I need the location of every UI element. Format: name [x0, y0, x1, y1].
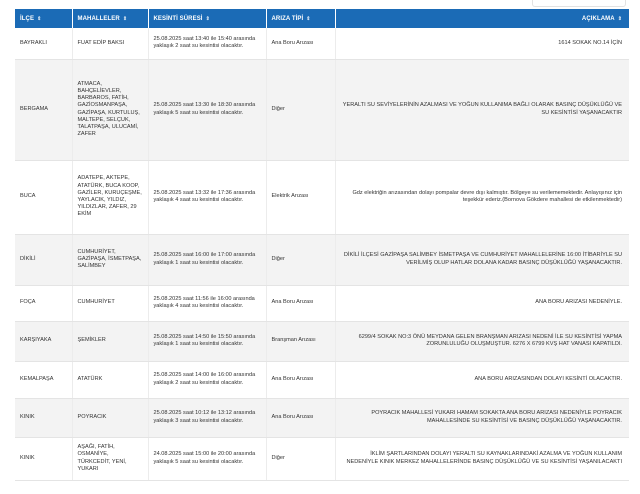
cell-ariza-tipi: Ana Boru Arızası	[266, 28, 335, 59]
column-header-label: İLÇE	[20, 15, 35, 22]
cell-mahalleler: FUAT EDİP BAKSI	[72, 28, 148, 59]
column-header-label: MAHALLELER	[77, 15, 120, 22]
top-bar	[0, 0, 640, 9]
cell-ilce: DİKİLİ	[15, 234, 72, 285]
cell-ilce: KEMALPAŞA	[15, 361, 72, 398]
cell-ilce: KINIK	[15, 398, 72, 437]
cell-aciklama: Gdz elektriğin arızasından dolayı pompalar devre dışı kalmıştır. Bölgeye su verilememektedir. Anlayışınız için teşekkür ederiz.(Bornova Gökdere mahallesi de etkilenmektedir)	[335, 160, 629, 234]
cell-mahalleler: ADATEPE, AKTEPE, ATATÜRK, BUCA KOOP, GAZİLER, KURUÇEŞME, YAYLACIK, YILDIZ, YILDIZLAR, ZAFER, 29 EKİM	[72, 160, 148, 234]
cell-ariza-tipi: Diğer	[266, 437, 335, 480]
outage-table	[15, 9, 629, 481]
table-row	[15, 361, 629, 398]
table-row	[15, 321, 629, 361]
cell-mahalleler: ŞEMİKLER	[72, 321, 148, 361]
cell-ilce: FOÇA	[15, 285, 72, 321]
cell-kesinti-suresi: 25.08.2025 saat 13:30 ile 18:30 arasında yaklaşık 5 saat su kesintisi olacaktır.	[148, 59, 266, 160]
table-row	[15, 234, 629, 285]
column-header-label: KESİNTİ SÜRESİ	[153, 15, 203, 22]
table-row	[15, 398, 629, 437]
cell-ilce: BUCA	[15, 160, 72, 234]
cell-kesinti-suresi: 25.08.2025 saat 14:50 ile 15:50 arasında yaklaşık 1 saat su kesintisi olacaktır.	[148, 321, 266, 361]
table-row	[15, 437, 629, 480]
cell-ilce: BERGAMA	[15, 59, 72, 160]
table-row	[15, 28, 629, 59]
cell-kesinti-suresi: 25.08.2025 saat 10:12 ile 13:12 arasında yaklaşık 3 saat su kesintisi olacaktır.	[148, 398, 266, 437]
cell-ariza-tipi: Ana Boru Arızası	[266, 285, 335, 321]
search-input[interactable]	[532, 0, 626, 7]
column-header-aciklama[interactable]	[335, 9, 629, 28]
cell-mahalleler: CUMHURİYET	[72, 285, 148, 321]
column-header-ilce[interactable]	[15, 9, 72, 28]
sort-icon[interactable]: ⇕	[37, 15, 42, 22]
cell-ariza-tipi: Ana Boru Arızası	[266, 361, 335, 398]
cell-mahalleler: ATMACA, BAHÇELİEVLER, BARBAROS, FATİH, GAZİOSMANPAŞA, GAZİPAŞA, KURTULUŞ, MALTEPE, SELÇUK, TALATPAŞA, ULUCAMİ, ZAFER	[72, 59, 148, 160]
cell-mahalleler: ATATÜRK	[72, 361, 148, 398]
column-header-ariza-tipi[interactable]	[266, 9, 335, 28]
cell-kesinti-suresi: 25.08.2025 saat 14:00 ile 16:00 arasında yaklaşık 2 saat su kesintisi olacaktır.	[148, 361, 266, 398]
cell-aciklama: YERALTI SU SEVİYELERİNİN AZALMASI VE YOĞUN KULLANIMA BAĞLI OLARAK BASINÇ DÜŞÜKLÜĞÜ VE SU KESİNTİSİ YAŞANACAKTIR	[335, 59, 629, 160]
cell-ariza-tipi: Diğer	[266, 59, 335, 160]
cell-aciklama: ANA BORU ARIZASINDAN DOLAYI KESİNTİ OLACAKTIR.	[335, 361, 629, 398]
table-row	[15, 160, 629, 234]
cell-mahalleler: POYRACIK	[72, 398, 148, 437]
cell-aciklama: İKLİM ŞARTLARINDAN DOLAYI YERALTI SU KAYNAKLARINDAKİ AZALMA VE YOĞUN KULLANIM NEDENİYLE KINIK MERKEZ MAHALLELERİNDE BASINÇ DÜŞÜKLÜĞÜ VE SU KESİNTİSİ YAŞANILACAKTI	[335, 437, 629, 480]
cell-aciklama: POYRACIK MAHALLESİ YUKARI HAMAM SOKAKTA ANA BORU ARIZASI NEDENİYLE POYRACIK MAHALLESİNDE SU KESİNTİSİ VE BASINÇ DÜŞÜKLÜĞÜ YAŞANACAKTIR.	[335, 398, 629, 437]
header-row	[15, 9, 629, 28]
sort-icon[interactable]: ⇕	[306, 15, 311, 22]
cell-mahalleler: AŞAĞI, FATİH, OSMANİYE, TÜRKCEDİT, YENİ, YUKARI	[72, 437, 148, 480]
cell-ariza-tipi: Elektrik Arızası	[266, 160, 335, 234]
cell-ariza-tipi: Ana Boru Arızası	[266, 398, 335, 437]
cell-ariza-tipi: Diğer	[266, 234, 335, 285]
cell-ilce: KARŞIYAKA	[15, 321, 72, 361]
cell-aciklama: ANA BORU ARIZASI NEDENİYLE.	[335, 285, 629, 321]
cell-mahalleler: CUMHURİYET, GAZİPAŞA, İSMETPAŞA, SALİMBEY	[72, 234, 148, 285]
cell-aciklama: DİKİLİ İLÇESİ GAZİPAŞA SALİMBEY İSMETPAŞA VE CUMHURİYET MAHALLELERİNE 16:00 İTİBARİYLE SU VERİLMİŞ OLUP HATLAR DOLANA KADAR BASINÇ DÜŞÜKLÜĞÜ YAŞANACAKTIR.	[335, 234, 629, 285]
column-header-kesinti-suresi[interactable]	[148, 9, 266, 28]
cell-kesinti-suresi: 25.08.2025 saat 16:00 ile 17:00 arasında yaklaşık 1 saat su kesintisi olacaktır.	[148, 234, 266, 285]
column-header-label: ARIZA TİPİ	[271, 15, 304, 22]
sort-icon[interactable]: ⇕	[617, 15, 622, 22]
column-header-label: AÇIKLAMA	[581, 15, 615, 22]
cell-ilce: KINIK	[15, 437, 72, 480]
cell-kesinti-suresi: 24.08.2025 saat 15:00 ile 20:00 arasında yaklaşık 5 saat su kesintisi olacaktır.	[148, 437, 266, 480]
sort-icon[interactable]: ⇕	[205, 15, 210, 22]
cell-kesinti-suresi: 25.08.2025 saat 13:32 ile 17:36 arasında yaklaşık 4 saat su kesintisi olacaktır.	[148, 160, 266, 234]
sort-icon[interactable]: ⇕	[122, 15, 128, 22]
cell-kesinti-suresi: 25.08.2025 saat 13:40 ile 15:40 arasında yaklaşık 2 saat su kesintisi olacaktır.	[148, 28, 266, 59]
cell-ariza-tipi: Branşman Arızası	[266, 321, 335, 361]
cell-ilce: BAYRAKLI	[15, 28, 72, 59]
table-row	[15, 285, 629, 321]
column-header-mahalleler[interactable]	[72, 9, 148, 28]
table-row	[15, 59, 629, 160]
cell-aciklama: 6299/4 SOKAK NO:3 ÖNÜ MEYDANA GELEN BRANŞMAN ARIZASI NEDENİ İLE SU KESİNTİSİ YAPMA ZORUNLULUĞU OLUŞMUŞTUR. 6276 X 6799 KVŞ HAT VANASI KAPATILDI.	[335, 321, 629, 361]
cell-aciklama: 1614 SOKAK NO.14 İÇİN	[335, 28, 629, 59]
cell-kesinti-suresi: 25.08.2025 saat 11:56 ile 16:00 arasında yaklaşık 4 saat su kesintisi olacaktır.	[148, 285, 266, 321]
